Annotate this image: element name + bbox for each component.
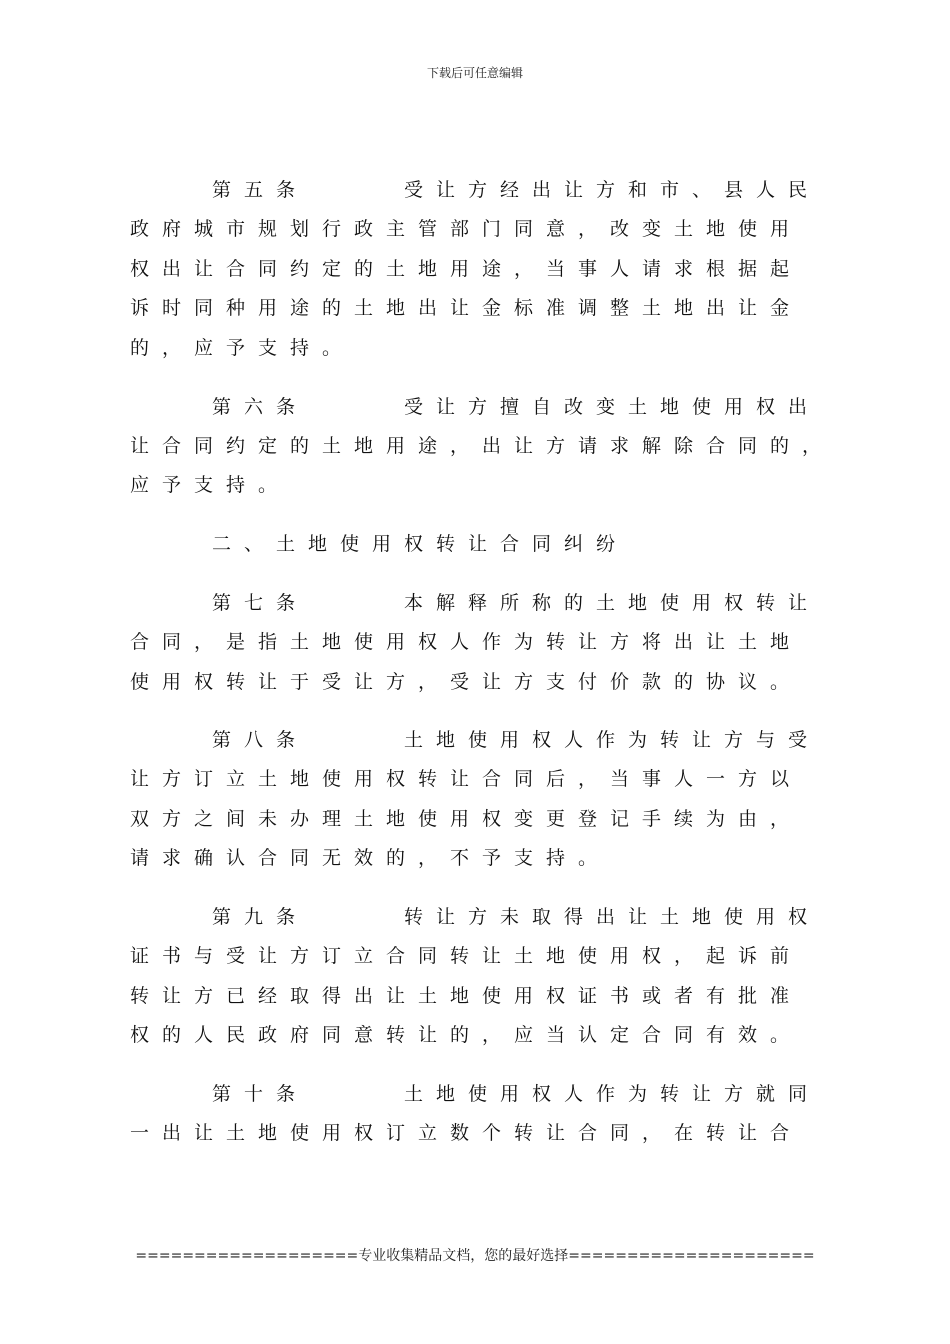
page-footer: ===================专业收集精品文档，您的最好选择===================== [135, 1248, 815, 1264]
paragraph-9-line-1: 第九条 转让方未取得出让土地使用权 [212, 906, 821, 928]
paragraph-9-line-3: 转让方已经取得出让土地使用权证书或者有批准 [130, 985, 803, 1007]
paragraph-1-line-2: 政府城市规划行政主管部门同意，改变土地使用 [130, 218, 803, 240]
paragraph-10-line-2: 一出让土地使用权订立数个转让合同，在转让合 [130, 1122, 803, 1144]
paragraph-1-line-1: 第五条 受让方经出让方和市、县人民 [212, 179, 821, 201]
paragraph-1-line-5: 的，应予支持。 [130, 337, 355, 359]
paragraph-2-line-2: 让合同约定的土地用途，出让方请求解除合同的， [130, 435, 835, 457]
paragraph-2-line-1: 第六条 受让方擅自改变土地使用权出 [212, 396, 821, 418]
paragraph-8-line-4: 请求确认合同无效的，不予支持。 [130, 847, 611, 869]
paragraph-1-line-4: 诉时同种用途的土地出让金标准调整土地出让金 [130, 297, 803, 319]
paragraph-8-line-1: 第八条 土地使用权人作为转让方与受 [212, 729, 821, 751]
page-header: 下载后可任意编辑 [426, 66, 523, 80]
paragraph-1-line-3: 权出让合同约定的土地用途，当事人请求根据起 [130, 258, 803, 280]
paragraph-10-line-1: 第十条 土地使用权人作为转让方就同 [212, 1083, 821, 1105]
paragraph-9-line-2: 证书与受让方订立合同转让土地使用权，起诉前 [130, 945, 803, 967]
section-heading: 二、土地使用权转让合同纠纷 [212, 533, 629, 555]
paragraph-7-line-3: 使用权转让于受让方，受让方支付价款的协议。 [130, 671, 803, 693]
paragraph-8-line-2: 让方订立土地使用权转让合同后，当事人一方以 [130, 768, 803, 790]
paragraph-8-line-3: 双方之间未办理土地使用权变更登记手续为由， [130, 808, 803, 830]
paragraph-7-line-2: 合同，是指土地使用权人作为转让方将出让土地 [130, 631, 803, 653]
paragraph-7-line-1: 第七条 本解释所称的土地使用权转让 [212, 592, 821, 614]
paragraph-2-line-3: 应予支持。 [130, 474, 291, 496]
paragraph-9-line-4: 权的人民政府同意转让的，应当认定合同有效。 [130, 1024, 803, 1046]
